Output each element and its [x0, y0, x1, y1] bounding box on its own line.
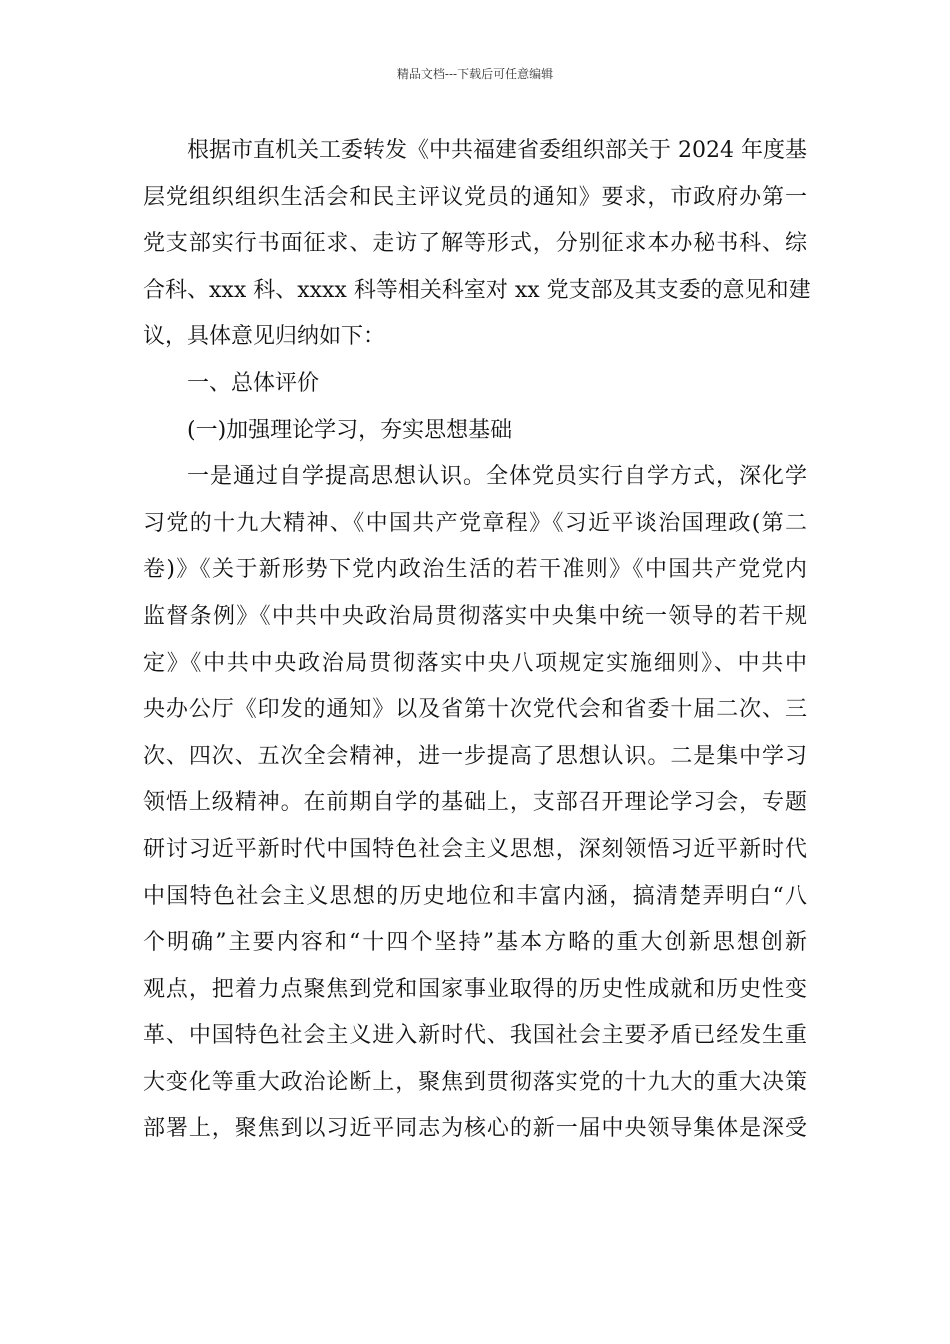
- document-line: 革、中国特色社会主义进入新时代、我国社会主要矛盾已经发生重: [143, 1023, 807, 1049]
- document-line: 卷)》《关于新形势下党内政治生活的若干准则》《中国共产党党内: [143, 557, 807, 583]
- document-line: 党支部实行书面征求、走访了解等形式，分别征求本办秘书科、综: [143, 231, 807, 257]
- document-line: 大变化等重大政治论断上，聚焦到贯彻落实党的十九大的重大决策: [143, 1069, 807, 1095]
- document-line: 部署上，聚焦到以习近平同志为核心的新一届中央领导集体是深受: [143, 1116, 807, 1142]
- document-line: 领悟上级精神。在前期自学的基础上，支部召开理论学习会，专题: [143, 790, 807, 816]
- document-line: 中国特色社会主义思想的历史地位和丰富内涵，搞清楚弄明白“八: [143, 883, 807, 909]
- document-line: 研讨习近平新时代中国特色社会主义思想，深刻领悟习近平新时代: [143, 836, 807, 862]
- document-line: 次、四次、五次全会精神，进一步提高了思想认识。二是集中学习: [143, 743, 807, 769]
- document-line: 观点，把着力点聚焦到党和国家事业取得的历史性成就和历史性变: [143, 976, 807, 1002]
- document-body: [143, 128, 811, 1153]
- page-header: 精品文档---下载后可任意编辑: [396, 67, 554, 81]
- document-line: 层党组织组织生活会和民主评议党员的通知》要求，市政府办第一: [143, 184, 807, 210]
- document-line: 定》《中共中央政治局贯彻落实中央八项规定实施细则》、中共中: [143, 650, 807, 676]
- document-line: 央办公厅《印发的通知》以及省第十次党代会和省委十届二次、三: [143, 697, 807, 723]
- document-line: (一)加强理论学习，夯实思想基础: [187, 417, 513, 443]
- document-line: 一是通过自学提高思想认识。全体党员实行自学方式，深化学: [187, 464, 807, 490]
- document-line: 根据市直机关工委转发《中共福建省委组织部关于 2024 年度基: [187, 138, 807, 163]
- document-line: 合科、xxx 科、xxxx 科等相关科室对 xx 党支部及其支委的意见和建: [143, 277, 811, 303]
- document-line: 一、总体评价: [187, 370, 320, 396]
- document-line: 习党的十九大精神、《中国共产党章程》《习近平谈治国理政(第二: [143, 510, 807, 536]
- document-line: 个明确”主要内容和“十四个坚持”基本方略的重大创新思想创新: [143, 930, 807, 956]
- document-line: 议，具体意见归纳如下：: [143, 324, 386, 350]
- document-line: 监督条例》《中共中央政治局贯彻落实中央集中统一领导的若干规: [143, 603, 807, 629]
